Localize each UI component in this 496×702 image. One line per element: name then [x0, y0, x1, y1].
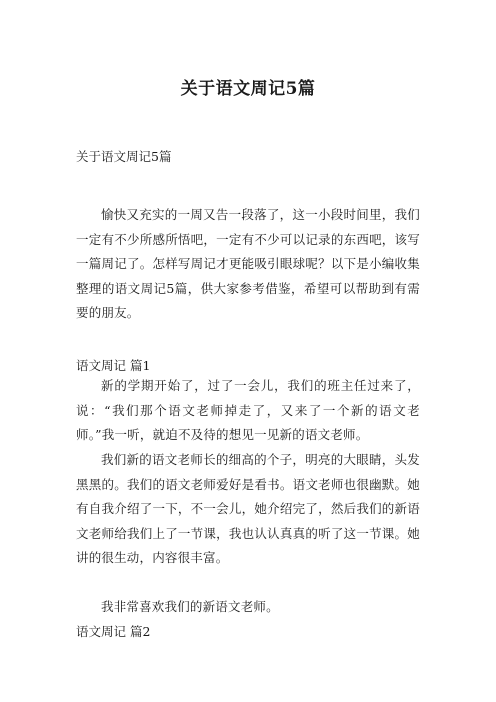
section-heading-2: 语文周记 篇2 — [76, 624, 151, 639]
section-1-paragraph-3: 我非常喜欢我们的新语文老师。 — [101, 599, 279, 614]
intro-paragraph: 愉快又充实的一周又告一段落了，这一小段时间里，我们一定有不少所感所悟吧，一定有不少可以记录的东西吧，该写一篇周记了。怎样写周记才更能吸引眼球呢？以下是小编收集整理的语文周记5篇，供大家参考借鉴，希望可以帮助到有需要的朋友。 — [76, 207, 420, 320]
section-1-paragraph-1: 新的学期开始了，过了一会儿，我们的班主任过来了，说：“我们那个语文老师掉走了，又来了一个新的语文老师。”我一听，就迫不及待的想见一见新的语文老师。 — [76, 378, 420, 442]
section-heading-1: 语文周记 篇1 — [76, 358, 151, 373]
section-1-paragraph-2: 我们新的语文老师长的细高的个子，明亮的大眼睛，头发黑黑的。我们的语文老师爱好是看书。语文老师也很幽默。她有自我介绍了一下，不一会儿，她介绍完了，然后我们的新语文老师给我们上了一节课，我也认认真真的听了这一节课。她讲的很生动，内容很丰富。 — [76, 452, 420, 565]
document-title: 关于语文周记5篇 — [180, 79, 316, 99]
document-subtitle: 关于语文周记5篇 — [76, 149, 172, 164]
